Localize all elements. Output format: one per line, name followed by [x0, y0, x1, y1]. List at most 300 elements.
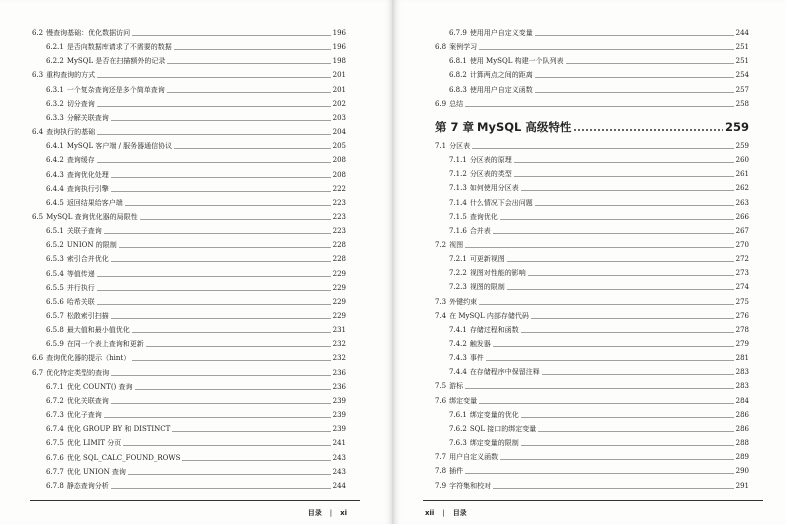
toc-entry-title: 优化 SQL_CALC_FOUND_ROWS — [66, 453, 181, 462]
toc-entry-number: 6.7 — [32, 368, 44, 377]
toc-entry-page: 257 — [735, 85, 749, 94]
toc-leader-dots — [140, 219, 331, 220]
toc-entry-title: SQL 接口的绑定变量 — [469, 424, 537, 433]
toc-entry-page: 267 — [735, 226, 749, 235]
toc-leader-dots — [500, 219, 734, 220]
footer-page-number: xii — [425, 509, 435, 517]
toc-entry — [46, 142, 346, 151]
toc-entry-title: 使用用户自定义函数 — [469, 85, 533, 94]
toc-leader-dots — [111, 318, 331, 319]
toc-leader-dots — [111, 191, 331, 192]
footer — [308, 509, 347, 518]
toc-entry-page: 241 — [332, 439, 346, 448]
toc-leader-dots — [493, 488, 733, 489]
toc-entry-page: 244 — [735, 29, 749, 37]
toc-entry-number: 7.1.5 — [449, 212, 467, 221]
toc-entry-title: 优化特定类型的查询 — [46, 368, 110, 377]
toc-entry — [435, 482, 749, 491]
toc-entry-page: 236 — [332, 382, 346, 391]
toc-entry-page: 232 — [332, 354, 346, 363]
toc-entry-number: 6.4.5 — [46, 198, 64, 207]
toc-leader-dots — [465, 247, 733, 248]
toc-leader-dots — [479, 304, 733, 305]
toc-entry-title: 分解关联查询 — [66, 113, 109, 122]
toc-entry-page: 266 — [735, 212, 749, 221]
toc-entry-page: 201 — [332, 71, 346, 80]
toc-entry — [46, 114, 346, 123]
toc-leader-dots — [135, 389, 331, 390]
toc-entry-page: 281 — [735, 354, 749, 363]
toc-entry-title: 静态查询分析 — [66, 481, 109, 490]
toc-entry-page: 251 — [735, 43, 749, 52]
toc-leader-dots — [472, 148, 733, 149]
toc-leader-dots — [174, 49, 331, 50]
toc-entry — [449, 227, 749, 236]
toc-entry-number: 6.3.3 — [46, 113, 64, 122]
toc-entry-number: 7.6 — [435, 396, 447, 405]
toc-entry — [46, 468, 346, 477]
toc-entry-page: 283 — [735, 368, 749, 377]
toc-entry-number: 6.4.4 — [46, 184, 64, 193]
toc-entry-page: 286 — [735, 410, 749, 419]
toc-leader-dots — [111, 177, 331, 178]
toc-entry-title: 总结 — [449, 99, 464, 108]
toc-entry-title: 视图对性能的影响 — [469, 269, 526, 278]
toc-entry-page: 284 — [735, 396, 749, 405]
toc-entry-page: 208 — [332, 156, 346, 165]
toc-entry-page: 290 — [735, 467, 749, 476]
toc-entry — [46, 227, 346, 236]
toc-entry-page: 263 — [735, 198, 749, 207]
toc-leader-dots — [132, 35, 330, 36]
toc-entry-title: 合并表 — [469, 226, 491, 235]
toc-leader-dots — [535, 205, 734, 206]
toc-entry-number: 6.6 — [32, 354, 44, 363]
footer-label: 目录 — [307, 509, 322, 517]
toc-leader-dots — [182, 460, 330, 461]
toc-entry — [449, 326, 749, 335]
toc-entry-title: 绑定变量的限制 — [469, 439, 519, 448]
toc-entry-title: 等值传递 — [66, 269, 95, 278]
toc-entry-page: 244 — [332, 481, 346, 490]
toc-entry-page: 251 — [735, 57, 749, 66]
toc-entry-title: MySQL 查询优化器的局限性 — [46, 212, 138, 221]
toc-leader-dots — [97, 77, 330, 78]
toc-entry — [449, 156, 749, 165]
toc-leader-dots — [493, 346, 734, 347]
toc-leader-dots — [535, 92, 734, 93]
toc-entry — [46, 100, 346, 109]
toc-entry — [32, 213, 346, 222]
toc-leader-dots — [97, 290, 331, 291]
toc-entry-number: 6.2 — [32, 29, 44, 37]
toc-entry — [32, 29, 346, 38]
toc-entry-page: 232 — [332, 340, 346, 349]
toc-entry — [32, 71, 346, 80]
toc-leader-dots — [104, 417, 331, 418]
toc-entry — [449, 184, 749, 193]
toc-entry-page: 229 — [332, 312, 346, 320]
toc-entry-number: 7.2 — [435, 240, 447, 249]
toc-entry-title: 触发器 — [469, 340, 491, 348]
toc-leader-dots — [111, 488, 331, 489]
toc-entry — [32, 128, 346, 137]
toc-entry-page: 258 — [735, 99, 749, 108]
toc-leader-dots — [538, 431, 733, 432]
toc-entry-number: 7.2.3 — [449, 283, 467, 292]
toc-leader-dots — [465, 388, 733, 389]
toc-entry-title: 优化关联查询 — [66, 396, 109, 405]
toc-entry-number: 6.5.8 — [46, 326, 64, 335]
toc-leader-dots — [521, 417, 734, 418]
toc-leader-dots — [104, 233, 331, 234]
toc-leader-dots — [521, 332, 734, 333]
toc-leader-dots — [566, 63, 734, 64]
toc-entry-number: 6.8.1 — [449, 57, 467, 66]
toc-entry-title: 查询优化 — [469, 212, 498, 221]
toc-entry — [449, 199, 749, 208]
toc-entry-page: 286 — [735, 424, 749, 433]
toc-entry-title: 最大值和最小值优化 — [66, 326, 130, 335]
toc-entry-title: 在存储程序中保留注释 — [469, 368, 540, 377]
toc-entry-number: 6.4 — [32, 128, 44, 137]
toc-entry-page: 203 — [332, 113, 346, 122]
toc-entry — [46, 255, 346, 264]
toc-leader-dots — [486, 360, 734, 361]
toc-entry-number: 6.5.1 — [46, 227, 64, 236]
toc-entry-page: 239 — [332, 411, 346, 420]
toc-entry-title: 查询优化处理 — [66, 170, 109, 179]
toc-entry-title: 在 MySQL 内部存储代码 — [449, 311, 529, 320]
toc-leader-dots — [479, 49, 733, 50]
toc-entry-page: 201 — [332, 85, 346, 94]
toc-entry-number: 7.2.2 — [449, 269, 467, 278]
toc-entry-title: UNION 的限制 — [66, 241, 117, 250]
toc-leader-dots — [528, 275, 734, 276]
toc-leader-dots — [479, 403, 733, 404]
toc-entry-title: 在同一个表上查询和更新 — [66, 340, 144, 349]
toc-entry-page: 202 — [332, 99, 346, 108]
toc-entry-title: 优化 GROUP BY 和 DISTINCT — [66, 425, 171, 434]
toc-entry-page: 291 — [735, 481, 749, 490]
toc-entry-number: 6.3.2 — [46, 99, 64, 108]
toc-entry-page: 223 — [332, 198, 346, 207]
toc-entry-number: 6.5 — [32, 212, 44, 221]
toc-entry — [46, 425, 346, 434]
toc-leader-dots — [514, 176, 734, 177]
toc-entry-number: 6.4.3 — [46, 170, 64, 179]
toc-entry-title: 返回结果给客户端 — [66, 198, 123, 207]
toc-entry — [449, 57, 749, 66]
toc-entry-number: 6.7.6 — [46, 453, 64, 462]
toc-entry-title: 外键约束 — [449, 297, 478, 306]
toc-entry — [435, 43, 749, 52]
toc-entry-number: 6.7.2 — [46, 396, 64, 405]
toc-entry-title: 分区表的原理 — [469, 156, 512, 165]
toc-entry-title: 字符集和校对 — [449, 481, 492, 490]
toc-entry — [46, 326, 346, 335]
toc-entry-title: 松散索引扫描 — [66, 312, 109, 320]
toc-entry-page: 223 — [332, 212, 346, 221]
toc-leader-dots — [507, 289, 734, 290]
toc-entry — [435, 241, 749, 250]
toc-entry-title: 如何使用分区表 — [469, 184, 519, 193]
toc-entry — [435, 382, 749, 391]
toc-entry-title: 优化 COUNT() 查询 — [66, 382, 133, 391]
toc-entry-number: 7.1.4 — [449, 198, 467, 207]
toc-leader-dots — [132, 360, 330, 361]
toc-entry — [46, 57, 346, 66]
toc-entry-number: 7.4.4 — [449, 368, 467, 377]
toc-leader-dots — [465, 106, 733, 107]
toc-entry-page: 229 — [332, 283, 346, 292]
toc-leader-dots — [111, 375, 330, 376]
toc-entry-page: 228 — [332, 255, 346, 264]
toc-entry-number: 7.6.3 — [449, 439, 467, 448]
toc-entry-title: 是否向数据库请求了不需要的数据 — [66, 43, 172, 52]
toc-entry-title: 游标 — [449, 382, 464, 391]
toc-entry-number: 7.4.3 — [449, 354, 467, 363]
toc-entry — [46, 312, 346, 321]
toc-entry-number: 7.1.6 — [449, 226, 467, 235]
toc-entry-page: 229 — [332, 297, 346, 306]
toc-entry-number: 6.2.2 — [46, 57, 64, 66]
toc-entry-number: 6.9 — [435, 99, 447, 108]
toc-entry-title: 事件 — [469, 354, 484, 363]
footer-separator: | — [329, 509, 333, 517]
toc-entry-page: 270 — [735, 240, 749, 249]
toc-entry-page: 283 — [735, 382, 749, 391]
toc-entry-title: 使用用户自定义变量 — [469, 29, 533, 37]
toc-entry-number: 6.8 — [435, 43, 447, 52]
toc-entry — [435, 312, 749, 321]
toc-entry-number: 7.6.1 — [449, 410, 467, 419]
toc-entry-number: 6.7.3 — [46, 411, 64, 420]
toc-leader-dots — [542, 374, 734, 375]
toc-entry-number: 6.7.7 — [46, 467, 64, 476]
toc-entry-page: 254 — [735, 71, 749, 80]
toc-entry — [449, 213, 749, 222]
toc-entry — [46, 270, 346, 279]
toc-entry-number: 6.4.2 — [46, 156, 64, 165]
toc-entry-number: 7.9 — [435, 481, 447, 490]
toc-entry-page: 222 — [332, 184, 346, 193]
toc-leader-dots — [111, 261, 331, 262]
toc-entry-page: 262 — [735, 184, 749, 193]
toc-entry-page: 275 — [735, 297, 749, 306]
toc-entry-number: 7.4.1 — [449, 325, 467, 334]
toc-entry — [449, 255, 749, 264]
toc-entry-number: 6.7.5 — [46, 439, 64, 448]
toc-entry-number: 7.1 — [435, 141, 447, 150]
toc-entry — [46, 454, 346, 463]
toc-entry — [435, 467, 749, 476]
footer-rule — [423, 500, 763, 501]
toc-entry-number: 6.8.3 — [449, 85, 467, 94]
toc-leader-dots — [167, 92, 331, 93]
toc-entry-title: 索引合并优化 — [66, 255, 109, 264]
footer-page-number: xi — [340, 509, 347, 517]
toc-page-right — [393, 0, 786, 524]
toc-entry-page: 196 — [332, 43, 346, 52]
toc-entry-number: 6.7.4 — [46, 425, 64, 434]
toc-entry-page: 196 — [332, 29, 346, 37]
toc-entry — [435, 100, 749, 109]
toc-entry-title: 绑定变量 — [449, 396, 478, 405]
toc-entry-page: 236 — [332, 368, 346, 377]
toc-entry — [46, 298, 346, 307]
toc-entry — [32, 369, 346, 378]
toc-entry-title: 并行执行 — [66, 283, 95, 292]
toc-entry-number: 6.5.5 — [46, 283, 64, 292]
toc-leader-dots — [97, 304, 331, 305]
toc-entry — [449, 71, 749, 80]
toc-leader-dots — [573, 129, 723, 131]
toc-entry — [449, 425, 749, 434]
toc-entry-page: 274 — [735, 283, 749, 292]
toc-entry-number: 7.3 — [435, 297, 447, 306]
toc-entry-title: 存储过程和函数 — [469, 325, 519, 334]
toc-leader-dots — [514, 162, 734, 163]
toc-entry-number: 6.4.1 — [46, 142, 64, 151]
toc-leader-dots — [507, 261, 734, 262]
toc-entry — [449, 269, 749, 278]
footer-separator: | — [442, 509, 445, 517]
toc-entry-number: 6.5.4 — [46, 269, 64, 278]
toc-entry — [46, 171, 346, 180]
toc-entry-number: 第 7 章 — [435, 119, 475, 134]
toc-entry — [46, 411, 346, 420]
toc-leader-dots — [146, 346, 331, 347]
toc-entry — [449, 170, 749, 179]
toc-entry-title: 一个复杂查询还是多个简单查询 — [66, 85, 165, 94]
toc-entry-page: 289 — [735, 453, 749, 462]
toc-leader-dots — [174, 148, 330, 149]
toc-leader-dots — [97, 106, 331, 107]
toc-entry — [435, 298, 749, 307]
toc-entry — [46, 482, 346, 491]
toc-entry — [46, 185, 346, 194]
toc-entry-title: 优化 LIMIT 分页 — [66, 439, 122, 448]
toc-entry-page: 243 — [332, 467, 346, 476]
toc-entry-number: 6.2.1 — [46, 43, 64, 52]
toc-leader-dots — [132, 332, 331, 333]
toc-entry-title: 哈希关联 — [66, 297, 95, 306]
toc-entry-page: 205 — [332, 142, 346, 151]
toc-entry-number: 6.5.9 — [46, 340, 64, 349]
toc-entry-page: 288 — [735, 439, 749, 448]
toc-leader-dots — [123, 445, 330, 446]
toc-entry-title: 关联子查询 — [66, 227, 102, 236]
toc-entry-number: 6.3 — [32, 71, 44, 80]
toc-entry — [46, 86, 346, 95]
toc-entry-title: 重构查询的方式 — [46, 71, 96, 80]
toc-entry-number: 7.1.1 — [449, 156, 467, 165]
toc-entry-page: 278 — [735, 325, 749, 334]
toc-entry-number: 7.6.2 — [449, 424, 467, 433]
toc-entry — [46, 284, 346, 293]
toc-entry-title: 优化子查询 — [66, 411, 102, 420]
toc-entry — [46, 43, 346, 52]
toc-leader-dots — [521, 190, 734, 191]
toc-entry-number: 7.1.2 — [449, 170, 467, 179]
toc-entry-page: 231 — [332, 326, 346, 335]
toc-entry-page: 259 — [724, 119, 749, 134]
toc-entry — [449, 29, 749, 38]
toc-entry — [46, 383, 346, 392]
toc-leader-dots — [111, 120, 331, 121]
toc-entry-title: 什么情况下会出问题 — [469, 198, 533, 207]
toc-entry-title: 分区表 — [449, 141, 471, 150]
toc-entry-title: MySQL 高级特性 — [477, 119, 572, 134]
toc-entry-number: 6.7.8 — [46, 481, 64, 490]
toc-entry-title: 插件 — [449, 467, 464, 476]
toc-entry-page: 228 — [332, 241, 346, 250]
toc-entry — [46, 241, 346, 250]
toc-entry-page: 279 — [735, 340, 749, 348]
toc-entry-page: 259 — [735, 141, 749, 150]
toc-entry-number: 7.4.2 — [449, 340, 467, 348]
toc-entry-number: 6.5.3 — [46, 255, 64, 264]
toc-entry-title: 用户自定义函数 — [449, 453, 499, 462]
toc-entry-page: 239 — [332, 396, 346, 405]
toc-chapter-heading — [435, 120, 749, 134]
toc-entry — [46, 199, 346, 208]
toc-entry — [449, 411, 749, 420]
toc-entry — [46, 439, 346, 448]
toc-entry-number: 7.8 — [435, 467, 447, 476]
toc-leader-dots — [465, 473, 733, 474]
toc-entry — [449, 368, 749, 377]
toc-leader-dots — [119, 247, 331, 248]
toc-entry-number: 7.5 — [435, 382, 447, 391]
toc-entry — [46, 397, 346, 406]
toc-entry-title: 分区表的类型 — [469, 170, 512, 179]
toc-entry — [435, 142, 749, 151]
toc-entry-title: 使用 MySQL 构建一个队列表 — [469, 57, 564, 66]
toc-leader-dots — [531, 318, 734, 319]
toc-entry-number: 7.4 — [435, 311, 447, 320]
toc-entry-title: MySQL 客户端 / 服务器通信协议 — [66, 142, 173, 151]
toc-entry-title: 计算两点之间的距离 — [469, 71, 533, 80]
toc-entry — [449, 283, 749, 292]
toc-entry-number: 6.7.1 — [46, 382, 64, 391]
toc-entry-title: 查询缓存 — [66, 156, 95, 165]
toc-entry — [449, 340, 749, 349]
toc-entry-title: 视图的限制 — [469, 283, 505, 292]
toc-entry-title: 绑定变量的优化 — [469, 410, 519, 419]
footer-rule — [30, 500, 360, 501]
toc-leader-dots — [128, 474, 331, 475]
toc-entry-page: 208 — [332, 170, 346, 179]
toc-entry-number: 7.7 — [435, 453, 447, 462]
toc-entry-number: 7.1.3 — [449, 184, 467, 193]
toc-entry — [46, 340, 346, 349]
toc-leader-dots — [493, 233, 734, 234]
toc-entry-title: 优化 UNION 查询 — [66, 467, 126, 476]
toc-entry-number: 6.5.2 — [46, 241, 64, 250]
toc-leader-dots — [500, 459, 733, 460]
toc-entry-page: 261 — [735, 170, 749, 179]
toc-entry — [32, 354, 346, 363]
toc-entry-number: 6.5.7 — [46, 312, 64, 320]
toc-leader-dots — [535, 35, 734, 36]
footer-label: 目录 — [452, 509, 467, 517]
toc-entry-title: 查询执行的基础 — [46, 128, 96, 137]
toc-entry-page: 243 — [332, 453, 346, 462]
toc-leader-dots — [125, 205, 331, 206]
toc-leader-dots — [172, 431, 330, 432]
